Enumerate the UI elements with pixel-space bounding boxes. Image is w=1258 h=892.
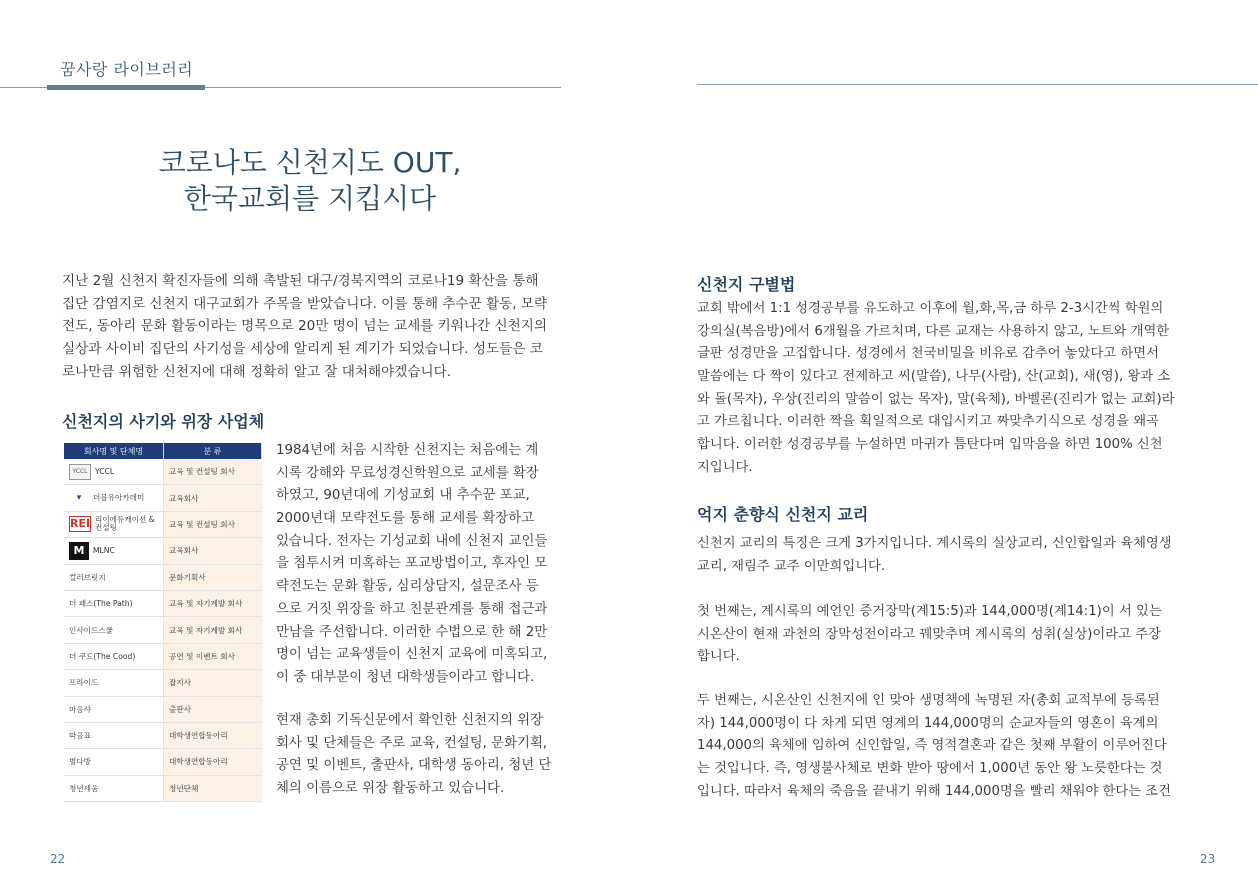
company-category: 청년단체	[164, 775, 262, 801]
text-line: 하였고, 90년대에 기성교회 내 추수꾼 포교,	[276, 488, 530, 504]
table-row	[64, 564, 262, 590]
table-row	[64, 511, 262, 537]
text-line: 입니다. 따라서 육체의 죽음을 끝내기 위해 144,000명을 빨리 채워야 한다는 조건	[697, 783, 1171, 799]
company-name: 인사이드스쿨	[64, 617, 164, 643]
text-line: 집단 감염지로 신천지 대구교회가 주목을 받았습니다. 이를 통해 추수꾼 활동, 모략	[62, 295, 548, 312]
text-line: 자) 144,000명이 다 차게 되면 영계의 144,000명의 순교자들의 영혼이 육계의	[697, 715, 1159, 731]
header-rule-right	[697, 84, 1258, 85]
text-line: 로나만큼 위험한 신천지에 대해 정확히 알고 잘 대처해야겠습니다.	[62, 363, 452, 380]
text-line: 을 침투시켜 미혹하는 포교방법이고, 후자인 모	[276, 556, 548, 572]
text-line: 합니다.	[697, 649, 740, 665]
doctrine-first-paragraph	[697, 601, 1162, 669]
body-paragraph-current	[276, 710, 551, 801]
text-line: 말씀에는 다 짝이 있다고 전제하고 씨(말씀), 나무(사람), 산(교회), 새(영), 왕과 소	[697, 369, 1171, 385]
text-line: 명이 넘는 교육생들이 신천지 교육에 미혹되고,	[276, 647, 548, 663]
text-line: 첫 번째는, 계시록의 예언인 증거장막(계15:5)과 144,000명(계14:1)이 서 있는	[697, 604, 1162, 619]
yccl-logo: YCCL	[69, 464, 91, 480]
text-line: 체의 이름으로 위장 활동하고 있습니다.	[276, 781, 505, 797]
company-category: 출판사	[164, 696, 262, 722]
text-line: 실상과 사이비 집단의 사기성을 세상에 알리게 된 계기가 되었습니다. 성도들은 코	[62, 341, 543, 358]
mlnc-logo: M	[69, 542, 89, 560]
text-line: 있습니다. 전자는 기성교회 내에 신천지 교인들	[276, 533, 548, 549]
company-name: YCCL	[95, 466, 115, 476]
table-row	[64, 617, 262, 643]
text-line: 강의실(복음방)에서 6개월을 가르치며, 다른 교재는 사용하지 않고, 노트와 개역한	[697, 323, 1170, 339]
identify-paragraph	[697, 298, 1175, 480]
text-line: 고 가르칩니다. 이러한 짝을 획일적으로 대입시키고 짜맞추기식으로 성경을 왜곡	[697, 414, 1159, 430]
library-label: 꿈사랑 라이브러리	[60, 60, 194, 79]
page-title-line2: 한국교회를 지킵시다	[183, 182, 437, 215]
doctrine-second-paragraph	[697, 690, 1171, 803]
fake-company-table	[64, 443, 262, 802]
w-academy-logo: ▾	[76, 493, 82, 504]
table-row	[64, 775, 262, 801]
section-heading-identify: 신천지 구별법	[697, 275, 796, 294]
rei-logo: REI	[70, 517, 91, 531]
column-header-category: 분 류	[164, 443, 262, 459]
page-number-right: 23	[1200, 852, 1216, 866]
text-line: 시록 강해와 무료성경신학원으로 교세를 확장	[276, 465, 539, 481]
company-name: 더블유아카데미	[93, 493, 145, 503]
text-line: 2000년대 모략전도를 통해 교세를 확장하고	[276, 511, 535, 527]
company-category: 대학생연합동아리	[164, 749, 262, 775]
header-rule-accent	[47, 85, 205, 90]
company-category: 교육 및 자기계발 회사	[164, 590, 262, 616]
page-title-line1: 코로나도 신천지도 OUT,	[158, 146, 462, 179]
text-line: 이 중 대부분이 청년 대학생들이라고 합니다.	[276, 669, 535, 685]
text-line: 교회 밖에서 1:1 성경공부를 유도하고 이후에 월,화,목,금 하루 2-3시간씩 학원의	[697, 301, 1164, 316]
page-number-left: 22	[50, 852, 66, 866]
table-row	[64, 643, 262, 669]
company-name: 더 패스(The Path)	[64, 590, 164, 616]
company-name: 따옴표	[64, 722, 164, 748]
company-name: 청년세움	[64, 775, 164, 801]
doctrine-intro-paragraph	[697, 533, 1172, 578]
company-name: MLNC	[93, 545, 115, 555]
text-line: 1984년에 처음 시작한 신천지는 처음에는 계	[276, 443, 539, 458]
text-line: 시온산이 현재 과천의 장막성전이라고 꿰맞추며 계시록의 성취(실상)이라고 주장	[697, 626, 1161, 642]
company-name: 컬러브릿지	[64, 564, 164, 590]
text-line: 지입니다.	[697, 459, 753, 475]
text-line: 만남을 주선합니다. 이러한 수법으로 한 해 2만	[276, 624, 548, 640]
company-name: 별다방	[64, 749, 164, 775]
intro-paragraph	[62, 270, 547, 383]
company-name: 프라이드	[64, 670, 164, 696]
body-paragraph-history	[276, 440, 547, 690]
company-name: 리이에듀케이션 & 컨설팅	[95, 515, 155, 533]
text-line: 지난 2월 신천지 확진자들에 의해 촉발된 대구/경북지역의 코로나19 확산을 통해	[62, 273, 539, 289]
text-line: 글판 성경만을 고집합니다. 성경에서 천국비밀을 비유로 감추어 놓았다고 하면서	[697, 346, 1159, 362]
text-line: 략전도는 문화 활동, 심리상담지, 설문조사 등	[276, 579, 539, 595]
text-line: 는 것입니다. 즉, 영생불사체로 변화 받아 땅에서 1,000년 동안 왕 노릇한다는 것	[697, 761, 1163, 777]
text-line: 으로 거짓 위장을 하고 친분관계를 통해 접근과	[276, 601, 548, 617]
company-category: 문화기획사	[164, 564, 262, 590]
company-name: 마음샤	[64, 696, 164, 722]
company-name: 더 쿠드(The Cood)	[64, 643, 164, 669]
table-header-row	[64, 443, 262, 459]
company-category: 교육 및 컨설팅 회사	[164, 511, 262, 537]
table-row	[64, 722, 262, 748]
text-line: 144,000의 육체에 임하여 신인합일, 즉 영적결혼과 같은 첫째 부활이 이루어진다	[697, 738, 1167, 754]
company-category: 대학생연합동아리	[164, 722, 262, 748]
table-row	[64, 696, 262, 722]
company-category: 공연 및 이벤트 회사	[164, 643, 262, 669]
section-heading-fake-companies: 신천지의 사기와 위장 사업체	[62, 412, 265, 431]
table-row	[64, 670, 262, 696]
text-line: 신천지 교리의 특징은 크게 3가지입니다. 계시록의 실상교리, 신인합일과 육체영생	[697, 536, 1172, 551]
text-line: 회사 및 단체들은 주로 교육, 컨설팅, 문화기획,	[276, 735, 548, 751]
text-line: 전도, 동아리 문화 활동이라는 명목으로 20만 명이 넘는 교세를 키워나간 신천지의	[62, 318, 548, 335]
text-line: 두 번째는, 시온산인 신천지에 인 맞아 생명책에 녹명된 자(총회 교적부에 등록된	[697, 693, 1160, 708]
company-category: 잡지사	[164, 670, 262, 696]
text-line: 와 돌(목자), 우상(진리의 말씀이 없는 목자), 말(육체), 바벨론(진리가 없는 교회)라	[697, 391, 1175, 407]
section-heading-doctrine: 억지 춘향식 신천지 교리	[697, 505, 869, 524]
company-category: 교육 및 자기계발 회사	[164, 617, 262, 643]
company-category: 교육 및 컨설팅 회사	[164, 459, 262, 485]
table-row	[64, 459, 262, 485]
text-line: 교리, 재림주 교주 이만희입니다.	[697, 558, 886, 574]
company-category: 교육회사	[164, 538, 262, 564]
text-line: 합니다. 이러한 성경공부를 누설하면 마귀가 틈탄다며 입막음을 하면 100% 신천	[697, 437, 1163, 453]
table-row	[64, 538, 262, 564]
table-row	[64, 749, 262, 775]
table-row	[64, 590, 262, 616]
column-header-name: 회사명 및 단체명	[64, 443, 164, 459]
text-line: 공연 및 이벤트, 출판사, 대학생 동아리, 청년 단	[276, 758, 552, 774]
company-category: 교육회사	[164, 485, 262, 511]
text-line: 현재 총회 기독신문에서 확인한 신천지의 위장	[276, 713, 544, 728]
table-row	[64, 485, 262, 511]
